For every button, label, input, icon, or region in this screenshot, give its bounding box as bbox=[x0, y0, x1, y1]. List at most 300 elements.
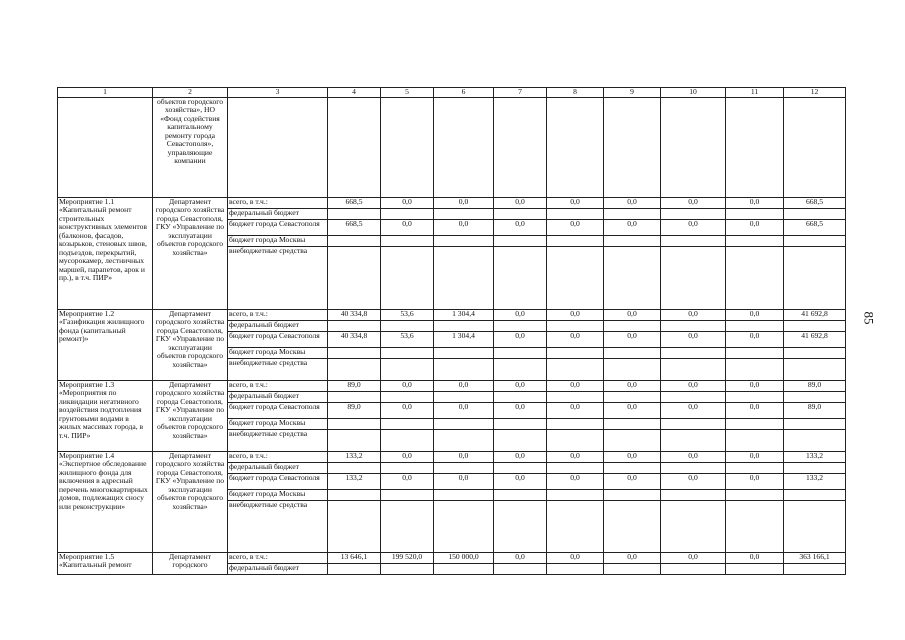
value-cell bbox=[726, 418, 784, 429]
column-header-2: 2 bbox=[153, 88, 228, 98]
value-cell bbox=[726, 197, 784, 208]
funding-source-cell: бюджет города Севастополя bbox=[228, 331, 328, 347]
value-cell bbox=[661, 563, 726, 574]
column-header-10: 10 bbox=[661, 88, 726, 98]
value-text: 0,0 bbox=[749, 331, 760, 340]
table-row bbox=[58, 380, 846, 391]
value-text: 363 166,1 bbox=[799, 552, 830, 561]
value-text: 13 646,1 bbox=[340, 552, 368, 561]
funding-source-cell: бюджет города Москвы bbox=[228, 347, 328, 358]
value-cell bbox=[328, 197, 381, 208]
value-cell bbox=[661, 208, 726, 219]
value-cell bbox=[381, 246, 434, 309]
value-cell bbox=[604, 246, 661, 309]
value-cell bbox=[726, 208, 784, 219]
value-cell bbox=[434, 331, 494, 347]
value-cell bbox=[381, 500, 434, 552]
value-cell bbox=[726, 473, 784, 489]
value-cell bbox=[434, 418, 494, 429]
value-cell bbox=[661, 462, 726, 473]
value-cell bbox=[381, 489, 434, 500]
value-cell bbox=[661, 197, 726, 208]
value-text: 0,0 bbox=[688, 473, 698, 482]
value-cell bbox=[604, 489, 661, 500]
value-cell bbox=[604, 429, 661, 451]
value-cell bbox=[494, 418, 547, 429]
value-cell bbox=[547, 246, 604, 309]
value-cell bbox=[328, 380, 381, 391]
value-text: 0,0 bbox=[688, 331, 698, 340]
value-text: 0,0 bbox=[749, 451, 760, 460]
value-text: 0,0 bbox=[749, 402, 760, 411]
value-cell bbox=[381, 552, 434, 563]
value-cell bbox=[494, 235, 547, 246]
value-cell bbox=[661, 380, 726, 391]
column-header-9: 9 bbox=[604, 88, 661, 98]
value-cell bbox=[494, 462, 547, 473]
value-text: 0,0 bbox=[458, 380, 469, 389]
value-cell bbox=[494, 219, 547, 235]
value-cell bbox=[494, 473, 547, 489]
value-text: 0,0 bbox=[627, 473, 637, 482]
value-text: 0,0 bbox=[749, 197, 760, 206]
value-text: 0,0 bbox=[749, 380, 760, 389]
value-cell bbox=[547, 309, 604, 320]
funding-source-cell: всего, в т.ч.: bbox=[228, 380, 328, 391]
value-cell bbox=[381, 347, 434, 358]
value-cell bbox=[604, 309, 661, 320]
value-cell bbox=[726, 563, 784, 574]
funding-source-cell: федеральный бюджет bbox=[228, 208, 328, 219]
value-cell bbox=[328, 391, 381, 402]
responsible-cell: Департамент городского хозяйства города Севастополя, ГКУ «Управление по эксплуатации объектов городского хозяйства» bbox=[153, 309, 228, 380]
value-cell bbox=[604, 380, 661, 391]
value-cell bbox=[604, 500, 661, 552]
value-cell bbox=[604, 473, 661, 489]
budget-table bbox=[57, 87, 846, 575]
value-cell bbox=[547, 563, 604, 574]
value-text: 53,6 bbox=[400, 331, 414, 340]
value-cell bbox=[328, 358, 381, 380]
value-text: 0,0 bbox=[515, 451, 525, 460]
value-text: 0,0 bbox=[515, 331, 525, 340]
value-cell bbox=[494, 391, 547, 402]
value-text: 0,0 bbox=[749, 309, 760, 318]
value-cell bbox=[494, 358, 547, 380]
value-text: 0,0 bbox=[627, 309, 637, 318]
value-cell bbox=[494, 500, 547, 552]
continuation-row bbox=[58, 97, 846, 197]
cell-empty bbox=[661, 97, 726, 197]
value-text: 0,0 bbox=[688, 219, 698, 228]
value-cell bbox=[381, 208, 434, 219]
value-cell bbox=[328, 462, 381, 473]
value-text: 40 334,8 bbox=[340, 309, 368, 318]
value-text: 0,0 bbox=[627, 197, 637, 206]
value-cell bbox=[604, 402, 661, 418]
value-cell bbox=[661, 235, 726, 246]
value-cell bbox=[328, 418, 381, 429]
value-cell bbox=[547, 451, 604, 462]
value-text: 0,0 bbox=[570, 473, 580, 482]
funding-source-cell: федеральный бюджет bbox=[228, 320, 328, 331]
value-cell bbox=[784, 380, 846, 391]
value-text: 41 692,8 bbox=[801, 309, 828, 318]
cell-empty bbox=[784, 97, 846, 197]
value-cell bbox=[661, 552, 726, 563]
value-cell bbox=[661, 402, 726, 418]
value-cell bbox=[494, 563, 547, 574]
column-header-8: 8 bbox=[547, 88, 604, 98]
value-cell bbox=[784, 563, 846, 574]
table-row bbox=[58, 309, 846, 320]
value-cell bbox=[381, 451, 434, 462]
column-header-11: 11 bbox=[726, 88, 784, 98]
funding-source-cell: бюджет города Москвы bbox=[228, 418, 328, 429]
value-cell bbox=[604, 563, 661, 574]
value-text: 0,0 bbox=[402, 219, 412, 228]
value-cell bbox=[328, 309, 381, 320]
value-text: 0,0 bbox=[515, 380, 525, 389]
value-text: 0,0 bbox=[402, 473, 412, 482]
value-cell bbox=[328, 208, 381, 219]
value-text: 0,0 bbox=[458, 219, 469, 228]
responsible-cell: Департамент городского хозяйства города Севастополя, ГКУ «Управление по эксплуатации объектов городского хозяйства» bbox=[153, 451, 228, 552]
value-cell bbox=[784, 418, 846, 429]
value-cell bbox=[726, 246, 784, 309]
value-cell bbox=[604, 219, 661, 235]
value-cell bbox=[784, 197, 846, 208]
value-cell bbox=[784, 358, 846, 380]
value-cell bbox=[784, 320, 846, 331]
value-text: 0,0 bbox=[570, 219, 580, 228]
value-cell bbox=[547, 197, 604, 208]
value-cell bbox=[547, 402, 604, 418]
funding-source-cell: внебюджетные средства bbox=[228, 246, 328, 309]
value-cell bbox=[726, 235, 784, 246]
value-text: 89,0 bbox=[807, 402, 822, 411]
value-cell bbox=[726, 552, 784, 563]
value-cell bbox=[784, 391, 846, 402]
value-cell bbox=[328, 429, 381, 451]
funding-source-cell: бюджет города Москвы bbox=[228, 489, 328, 500]
cell-empty bbox=[228, 97, 328, 197]
funding-source-cell: всего, в т.ч.: bbox=[228, 197, 328, 208]
value-cell bbox=[434, 489, 494, 500]
value-cell bbox=[328, 331, 381, 347]
value-cell bbox=[494, 552, 547, 563]
value-text: 1 304,4 bbox=[452, 309, 475, 318]
responsible-cell: Департамент городского хозяйства города Севастополя, ГКУ «Управление по эксплуатации объектов городского хозяйства» bbox=[153, 197, 228, 309]
value-cell bbox=[494, 331, 547, 347]
value-cell bbox=[434, 563, 494, 574]
value-cell bbox=[604, 320, 661, 331]
value-text: 0,0 bbox=[515, 473, 525, 482]
value-cell bbox=[784, 489, 846, 500]
responsible-cell: Департамент городского bbox=[153, 552, 228, 574]
value-text: 668,5 bbox=[805, 219, 824, 228]
value-cell bbox=[784, 552, 846, 563]
value-cell bbox=[547, 347, 604, 358]
column-header-7: 7 bbox=[494, 88, 547, 98]
value-cell bbox=[661, 500, 726, 552]
funding-source-cell: федеральный бюджет bbox=[228, 563, 328, 574]
value-cell bbox=[381, 391, 434, 402]
cell-empty bbox=[604, 97, 661, 197]
value-cell bbox=[381, 331, 434, 347]
value-cell bbox=[661, 358, 726, 380]
value-cell bbox=[547, 418, 604, 429]
value-cell bbox=[494, 208, 547, 219]
value-text: 0,0 bbox=[515, 197, 525, 206]
value-cell bbox=[381, 402, 434, 418]
value-cell bbox=[784, 451, 846, 462]
value-text: 0,0 bbox=[688, 451, 698, 460]
funding-source-cell: федеральный бюджет bbox=[228, 391, 328, 402]
value-cell bbox=[434, 473, 494, 489]
value-cell bbox=[328, 219, 381, 235]
value-cell bbox=[784, 473, 846, 489]
value-cell bbox=[547, 380, 604, 391]
funding-source-cell: всего, в т.ч.: bbox=[228, 552, 328, 563]
value-cell bbox=[381, 197, 434, 208]
value-text: 0,0 bbox=[688, 552, 698, 561]
measure-name-cell: Мероприятие 1.2 «Газификация жилищного фонда (капитальный ремонт)» bbox=[58, 309, 153, 380]
cell-empty bbox=[58, 97, 153, 197]
value-text: 0,0 bbox=[688, 197, 698, 206]
value-cell bbox=[328, 402, 381, 418]
value-cell bbox=[661, 309, 726, 320]
value-cell bbox=[726, 429, 784, 451]
value-cell bbox=[494, 380, 547, 391]
value-cell bbox=[494, 429, 547, 451]
value-cell bbox=[434, 402, 494, 418]
table-row bbox=[58, 552, 846, 563]
value-cell bbox=[494, 451, 547, 462]
value-cell bbox=[784, 347, 846, 358]
value-text: 0,0 bbox=[688, 309, 698, 318]
value-cell bbox=[381, 418, 434, 429]
value-text: 89,0 bbox=[347, 380, 361, 389]
value-cell bbox=[661, 489, 726, 500]
value-cell bbox=[381, 462, 434, 473]
value-text: 0,0 bbox=[570, 380, 580, 389]
value-text: 0,0 bbox=[402, 380, 412, 389]
value-text: 0,0 bbox=[627, 552, 637, 561]
value-text: 0,0 bbox=[749, 219, 760, 228]
value-text: 0,0 bbox=[402, 402, 412, 411]
measure-name-cell: Мероприятие 1.5 «Капитальный ремонт bbox=[58, 552, 153, 574]
measure-name-cell: Мероприятие 1.1 «Капитальный ремонт строительных конструктивных элементов (балконов, фасадов, козырьков, стеновых швов, подъездов, перекрытий, мусорокамер, лестничных маршей, парапетов, арок и пр.), в т.ч. ПИР» bbox=[58, 197, 153, 309]
value-cell bbox=[434, 219, 494, 235]
value-cell bbox=[604, 451, 661, 462]
value-cell bbox=[726, 219, 784, 235]
cell-empty bbox=[434, 97, 494, 197]
table-row bbox=[58, 451, 846, 462]
value-text: 0,0 bbox=[688, 380, 698, 389]
value-cell bbox=[381, 219, 434, 235]
value-cell bbox=[434, 309, 494, 320]
value-text: 0,0 bbox=[570, 331, 580, 340]
funding-source-cell: всего, в т.ч.: bbox=[228, 451, 328, 462]
value-text: 41 692,8 bbox=[801, 331, 828, 340]
value-cell bbox=[726, 391, 784, 402]
value-cell bbox=[547, 552, 604, 563]
value-text: 0,0 bbox=[749, 552, 760, 561]
value-cell bbox=[494, 320, 547, 331]
value-cell bbox=[547, 462, 604, 473]
value-text: 89,0 bbox=[807, 380, 822, 389]
value-cell bbox=[726, 309, 784, 320]
value-cell bbox=[328, 451, 381, 462]
value-text: 0,0 bbox=[515, 402, 525, 411]
value-cell bbox=[547, 219, 604, 235]
value-cell bbox=[604, 391, 661, 402]
value-cell bbox=[494, 309, 547, 320]
column-header-4: 4 bbox=[328, 88, 381, 98]
value-cell bbox=[661, 429, 726, 451]
value-cell bbox=[661, 320, 726, 331]
column-header-3: 3 bbox=[228, 88, 328, 98]
value-text: 0,0 bbox=[627, 451, 637, 460]
value-cell bbox=[328, 320, 381, 331]
value-text: 0,0 bbox=[570, 552, 580, 561]
value-cell bbox=[381, 429, 434, 451]
value-cell bbox=[784, 429, 846, 451]
value-text: 0,0 bbox=[402, 197, 412, 206]
value-cell bbox=[726, 402, 784, 418]
value-text: 668,5 bbox=[805, 197, 824, 206]
cell-empty bbox=[494, 97, 547, 197]
value-text: 0,0 bbox=[458, 473, 469, 482]
funding-source-cell: внебюджетные средства bbox=[228, 358, 328, 380]
value-text: 133,2 bbox=[805, 473, 824, 482]
value-cell bbox=[604, 462, 661, 473]
value-text: 668,5 bbox=[345, 197, 363, 206]
value-cell bbox=[434, 246, 494, 309]
value-cell bbox=[604, 552, 661, 563]
value-cell bbox=[604, 197, 661, 208]
value-cell bbox=[784, 208, 846, 219]
value-text: 0,0 bbox=[627, 219, 637, 228]
value-text: 0,0 bbox=[458, 402, 469, 411]
value-text: 0,0 bbox=[570, 197, 580, 206]
value-text: 0,0 bbox=[458, 451, 469, 460]
value-text: 0,0 bbox=[458, 197, 469, 206]
value-cell bbox=[661, 391, 726, 402]
value-cell bbox=[494, 402, 547, 418]
value-cell bbox=[381, 473, 434, 489]
value-cell bbox=[434, 380, 494, 391]
value-cell bbox=[547, 235, 604, 246]
value-cell bbox=[434, 197, 494, 208]
value-cell bbox=[726, 489, 784, 500]
value-cell bbox=[434, 235, 494, 246]
value-cell bbox=[434, 358, 494, 380]
value-cell bbox=[434, 552, 494, 563]
value-cell bbox=[547, 429, 604, 451]
value-cell bbox=[328, 489, 381, 500]
value-text: 0,0 bbox=[402, 451, 412, 460]
value-cell bbox=[661, 347, 726, 358]
value-cell bbox=[381, 235, 434, 246]
value-cell bbox=[434, 500, 494, 552]
value-cell bbox=[328, 246, 381, 309]
value-cell bbox=[604, 208, 661, 219]
value-cell bbox=[494, 246, 547, 309]
funding-source-cell: внебюджетные средства bbox=[228, 500, 328, 552]
value-cell bbox=[547, 320, 604, 331]
value-text: 0,0 bbox=[749, 473, 760, 482]
funding-source-cell: федеральный бюджет bbox=[228, 462, 328, 473]
value-cell bbox=[726, 462, 784, 473]
value-cell bbox=[381, 358, 434, 380]
value-text: 89,0 bbox=[347, 402, 361, 411]
value-cell bbox=[547, 500, 604, 552]
value-cell bbox=[784, 246, 846, 309]
funding-source-cell: всего, в т.ч.: bbox=[228, 309, 328, 320]
value-cell bbox=[604, 235, 661, 246]
header-row bbox=[58, 88, 846, 98]
value-text: 40 334,8 bbox=[340, 331, 368, 340]
value-text: 0,0 bbox=[627, 380, 637, 389]
value-cell bbox=[381, 563, 434, 574]
value-cell bbox=[547, 331, 604, 347]
value-cell bbox=[381, 320, 434, 331]
value-text: 0,0 bbox=[515, 219, 525, 228]
column-header-12: 12 bbox=[784, 88, 846, 98]
value-cell bbox=[547, 358, 604, 380]
value-cell bbox=[784, 331, 846, 347]
value-text: 0,0 bbox=[570, 309, 580, 318]
value-cell bbox=[726, 358, 784, 380]
value-cell bbox=[661, 451, 726, 462]
measure-name-cell: Мероприятие 1.4 «Экспертное обследование жилищного фонда для включения в адресный перечень многоквартирных домов, подлежащих сносу или реконструкции» bbox=[58, 451, 153, 552]
value-cell bbox=[661, 473, 726, 489]
value-cell bbox=[434, 320, 494, 331]
page-number: 85 bbox=[861, 311, 877, 325]
value-cell bbox=[726, 331, 784, 347]
responsible-cell: объектов городского хозяйства», НО «Фонд содействия капитальному ремонту города Севастополя», управляющие компании bbox=[153, 97, 228, 197]
value-cell bbox=[434, 429, 494, 451]
column-header-1: 1 bbox=[58, 88, 153, 98]
value-cell bbox=[328, 473, 381, 489]
column-header-5: 5 bbox=[381, 88, 434, 98]
value-cell bbox=[726, 451, 784, 462]
value-text: 1 304,4 bbox=[452, 331, 475, 340]
table-row bbox=[58, 197, 846, 208]
value-text: 0,0 bbox=[570, 451, 580, 460]
cell-empty bbox=[547, 97, 604, 197]
value-cell bbox=[328, 347, 381, 358]
value-cell bbox=[604, 331, 661, 347]
value-text: 133,2 bbox=[345, 451, 363, 460]
value-cell bbox=[784, 500, 846, 552]
value-cell bbox=[661, 331, 726, 347]
value-cell bbox=[726, 347, 784, 358]
value-text: 133,2 bbox=[805, 451, 824, 460]
value-cell bbox=[726, 320, 784, 331]
value-cell bbox=[434, 451, 494, 462]
value-cell bbox=[604, 358, 661, 380]
value-text: 0,0 bbox=[515, 552, 525, 561]
funding-source-cell: внебюджетные средства bbox=[228, 429, 328, 451]
measure-name-cell: Мероприятие 1.3 «Мероприятия по ликвидации негативного воздействия подтопления грунтовыми водами в жилых массивах города, в т.ч. ПИР» bbox=[58, 380, 153, 451]
value-cell bbox=[547, 208, 604, 219]
value-cell bbox=[604, 418, 661, 429]
value-cell bbox=[328, 235, 381, 246]
value-cell bbox=[434, 208, 494, 219]
